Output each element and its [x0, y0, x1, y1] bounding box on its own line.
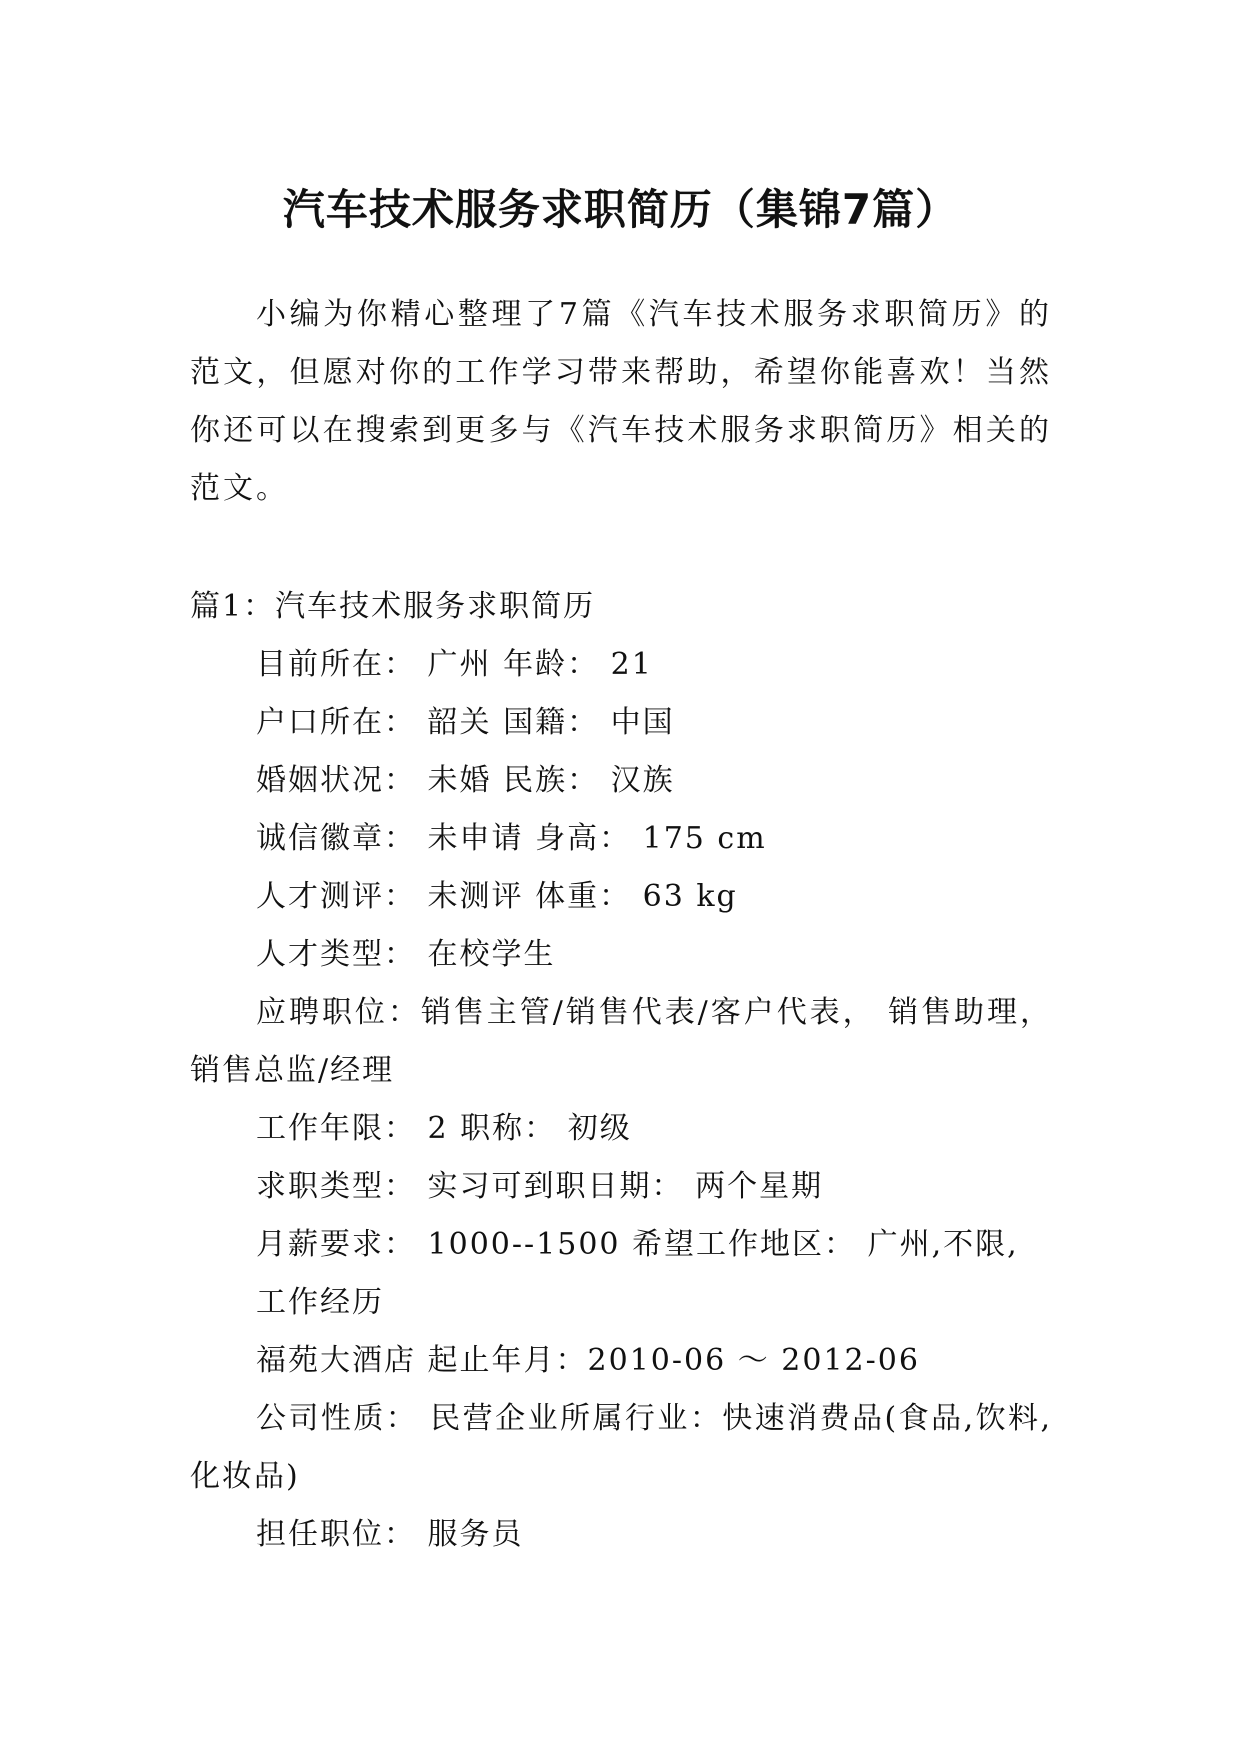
field-location-age: 目前所在： 广州 年龄： 21 — [256, 647, 653, 682]
work-experience-heading: 工作经历 — [256, 1285, 384, 1320]
field-applied-position: 应聘职位：销售主管/销售代表/客户代表， 销售助理，销售总监/经理 — [190, 995, 1052, 1088]
field-hukou-nationality: 户口所在： 韶关 国籍： 中国 — [256, 705, 675, 740]
section-heading: 篇1：汽车技术服务求职简历 — [190, 589, 596, 624]
resume-fields — [190, 636, 1052, 1564]
field-assessment-weight: 人才测评： 未测评 体重： 63 kg — [256, 879, 738, 914]
field-company-nature: 公司性质： 民营企业所属行业：快速消费品(食品,饮料,化妆品) — [190, 1401, 1052, 1494]
field-position-held: 担任职位： 服务员 — [256, 1517, 524, 1552]
intro-paragraph: 小编为你精心整理了7篇《汽车技术服务求职简历》的范文，但愿对你的工作学习带来帮助，希望你能喜欢！当然你还可以在搜索到更多与《汽车技术服务求职简历》相关的范文。 — [190, 297, 1052, 506]
field-talent-type: 人才类型： 在校学生 — [256, 937, 556, 972]
field-employer-dates: 福苑大酒店 起止年月：2010-06 ～ 2012-06 — [256, 1343, 920, 1378]
field-badge-height: 诚信徽章： 未申请 身高： 175 cm — [256, 821, 767, 856]
document-title: 汽车技术服务求职简历（集锦7篇） — [282, 185, 959, 235]
field-job-type-start: 求职类型： 实习可到职日期： 两个星期 — [256, 1169, 824, 1204]
field-marital-ethnicity: 婚姻状况： 未婚 民族： 汉族 — [256, 763, 675, 798]
field-salary-region: 月薪要求： 1000--1500 希望工作地区： 广州,不限, — [256, 1227, 1019, 1262]
field-work-years-title: 工作年限： 2 职称： 初级 — [256, 1111, 632, 1146]
